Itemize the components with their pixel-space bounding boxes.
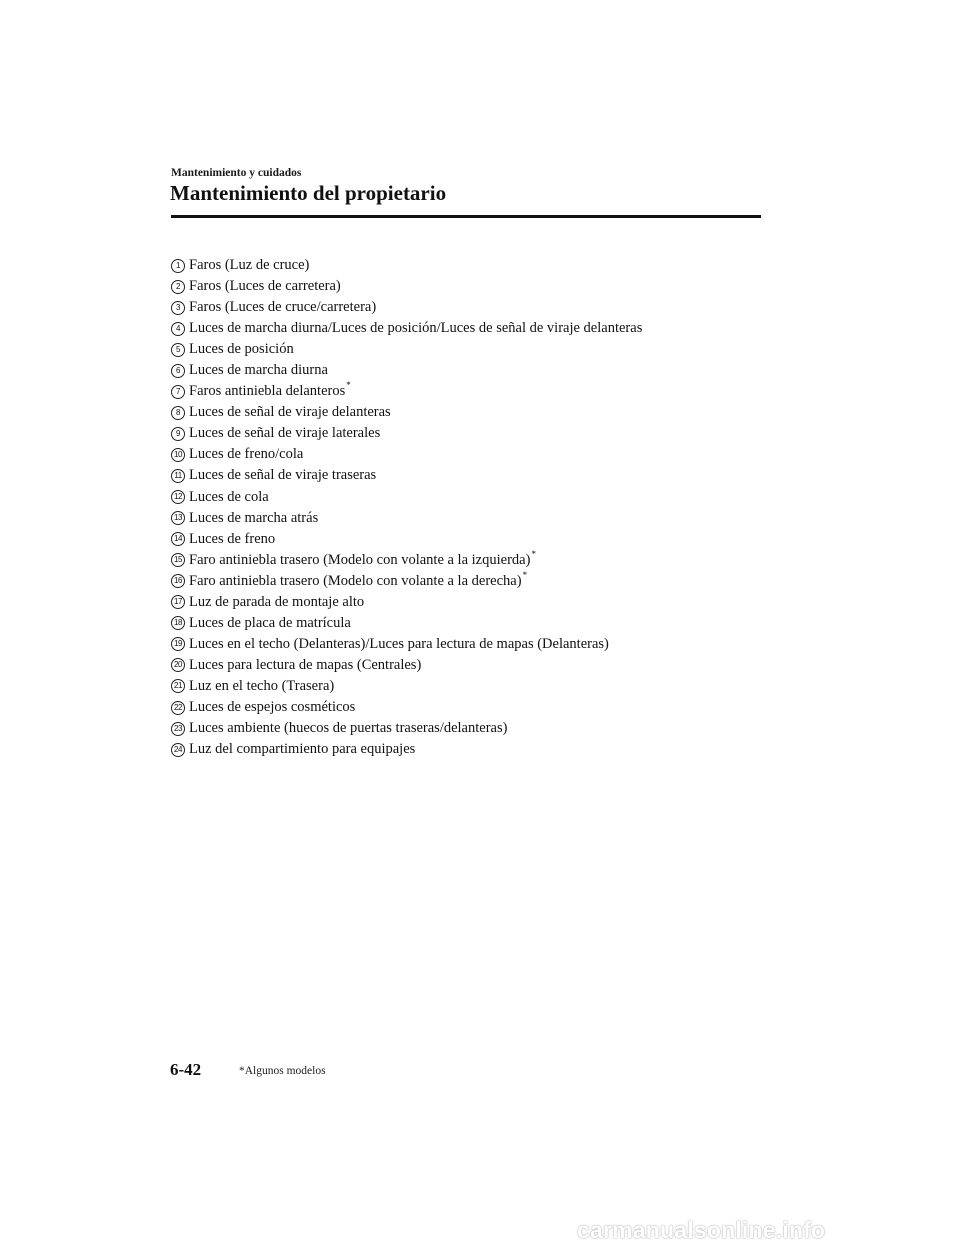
list-item bbox=[171, 339, 643, 360]
item-text: Luces de marcha atrás bbox=[189, 509, 319, 526]
list-item bbox=[171, 297, 643, 318]
circled-number-icon: 7 bbox=[171, 385, 185, 399]
circled-number-icon: 4 bbox=[171, 322, 185, 336]
list-item bbox=[171, 276, 643, 297]
item-text: Luces de espejos cosméticos bbox=[189, 698, 356, 715]
circled-number-icon: 12 bbox=[171, 490, 185, 504]
list-item bbox=[171, 360, 643, 381]
watermark-text: carmanualsonline.info bbox=[577, 1217, 826, 1243]
item-text: Luces de posición bbox=[189, 341, 294, 358]
circled-number-icon: 5 bbox=[171, 343, 185, 357]
list-item bbox=[171, 634, 643, 655]
item-text: Luces ambiente (huecos de puertas traseras/delanteras) bbox=[189, 720, 508, 737]
item-text: Luces de señal de viraje delanteras bbox=[189, 404, 391, 421]
item-text: Luces de marcha diurna bbox=[189, 362, 328, 379]
item-text: Luces de cola bbox=[189, 488, 269, 505]
circled-number-icon: 11 bbox=[171, 469, 185, 483]
circled-number-icon: 14 bbox=[171, 532, 185, 546]
item-text: Luces de placa de matrícula bbox=[189, 614, 351, 631]
item-text: Faros (Luz de cruce) bbox=[189, 257, 310, 273]
circled-number-icon: 1 bbox=[171, 259, 185, 273]
circled-number-icon: 8 bbox=[171, 406, 185, 420]
item-text: Luces de freno/cola bbox=[189, 446, 304, 463]
list-item bbox=[171, 550, 643, 571]
circled-number-icon: 19 bbox=[171, 637, 185, 651]
asterisk-mark: * bbox=[531, 548, 536, 559]
asterisk-mark: * bbox=[522, 569, 528, 580]
circled-number-icon: 23 bbox=[171, 722, 185, 736]
item-text: Faros (Luces de cruce/carretera) bbox=[189, 299, 377, 316]
footnote: *Algunos modelos bbox=[239, 1065, 326, 1077]
list-item bbox=[171, 508, 643, 529]
circled-number-icon: 21 bbox=[171, 679, 185, 693]
list-item bbox=[171, 655, 643, 676]
circled-number-icon: 16 bbox=[171, 574, 185, 588]
list-item bbox=[171, 697, 643, 718]
list-item bbox=[171, 592, 643, 613]
list-item bbox=[171, 613, 643, 634]
circled-number-icon: 22 bbox=[171, 701, 185, 715]
circled-number-icon: 15 bbox=[171, 553, 185, 567]
list-item bbox=[171, 444, 643, 465]
item-text: Faro antiniebla trasero (Modelo con volante a la izquierda) bbox=[189, 551, 531, 568]
section-label: Mantenimiento y cuidados bbox=[171, 167, 302, 179]
item-text: Faros (Luces de carretera) bbox=[189, 278, 341, 295]
list-item bbox=[171, 571, 643, 592]
circled-number-icon: 9 bbox=[171, 427, 185, 441]
asterisk-mark: * bbox=[346, 380, 351, 391]
page-title: Mantenimiento del propietario bbox=[170, 181, 447, 205]
circled-number-icon: 6 bbox=[171, 364, 185, 378]
circled-number-icon: 3 bbox=[171, 301, 185, 315]
circled-number-icon: 17 bbox=[171, 595, 185, 609]
item-text: Luces de señal de viraje traseras bbox=[189, 467, 377, 484]
item-text: Luces para lectura de mapas (Centrales) bbox=[189, 656, 422, 673]
item-text: Luces de marcha diurna/Luces de posición/Luces de señal de viraje delanteras bbox=[189, 320, 643, 337]
list-item bbox=[171, 739, 643, 760]
item-text: Luces de freno bbox=[189, 530, 276, 547]
list-item bbox=[171, 529, 643, 550]
page-number: 6-42 bbox=[170, 1060, 202, 1079]
item-text: Faro antiniebla trasero (Modelo con volante a la derecha) bbox=[189, 572, 522, 589]
circled-number-icon: 13 bbox=[171, 511, 185, 525]
circled-number-icon: 18 bbox=[171, 616, 185, 630]
list-item bbox=[171, 318, 643, 339]
item-text: Luz del compartimiento para equipajes bbox=[189, 741, 416, 758]
item-text: Faros antiniebla delanteros bbox=[189, 383, 346, 400]
circled-number-icon: 24 bbox=[171, 743, 185, 757]
list-item bbox=[171, 676, 643, 697]
list-item bbox=[171, 381, 643, 402]
circled-number-icon: 2 bbox=[171, 280, 185, 294]
list-item bbox=[171, 465, 643, 486]
item-text: Luces en el techo (Delanteras)/Luces para lectura de mapas (Delanteras) bbox=[189, 635, 609, 652]
title-divider bbox=[171, 215, 761, 218]
item-text: Luz en el techo (Trasera) bbox=[189, 677, 335, 694]
list-item bbox=[171, 718, 643, 739]
list-item bbox=[171, 255, 643, 276]
list-item bbox=[171, 402, 643, 423]
item-text: Luz de parada de montaje alto bbox=[189, 593, 365, 610]
lights-list bbox=[171, 255, 643, 760]
list-item bbox=[171, 423, 643, 444]
list-item bbox=[171, 487, 643, 508]
circled-number-icon: 20 bbox=[171, 658, 185, 672]
circled-number-icon: 10 bbox=[171, 448, 185, 462]
item-text: Luces de señal de viraje laterales bbox=[189, 425, 381, 442]
